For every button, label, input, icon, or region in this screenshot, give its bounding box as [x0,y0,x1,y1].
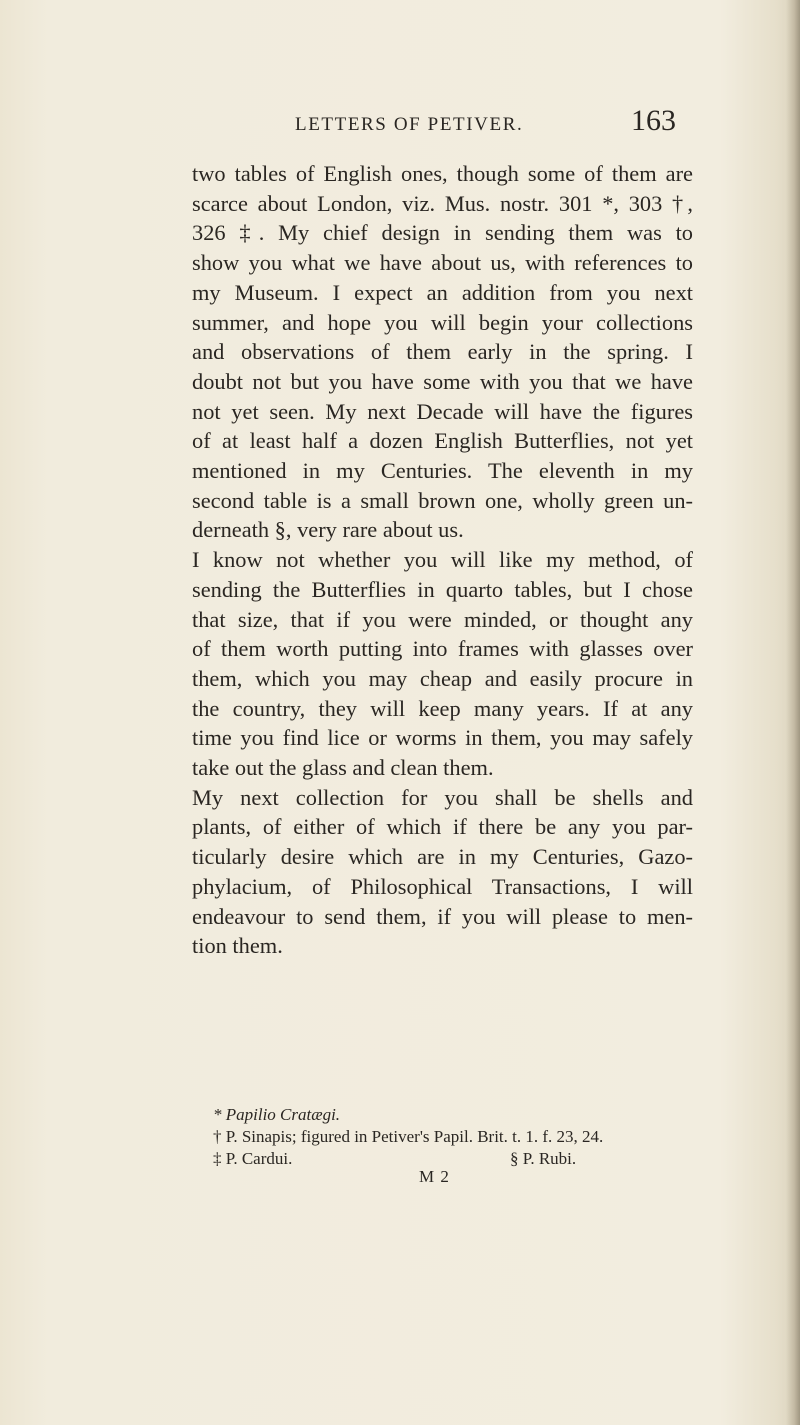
text-line: them, which you may cheap and easily procure in [192,665,693,691]
text-line: of them worth putting into frames with glasses over [192,636,693,662]
text-line: the country, they will keep many years. If at any [192,695,693,721]
text-line: second table is a small brown one, wholly green un- [192,487,693,513]
text-line: doubt not but you have some with you that we have [192,368,693,394]
text-line: that size, that if you were minded, or thought any [192,606,693,632]
signature-mark: M 2 [419,1167,450,1186]
text-line: tion them. [192,933,283,959]
text-line: ticularly desire which are in my Centuries, Gazo- [192,844,693,870]
text-line: mentioned in my Centuries. The eleventh in my [192,458,693,483]
text-line: my Museum. I expect an addition from you next [192,279,693,305]
page-edge-shadow [786,0,800,1425]
text-line: time you find lice or worms in them, you may safely [192,725,693,751]
text-line: I know not whether you will like my method, of [192,547,693,573]
footnote: § P. Rubi. [510,1149,577,1168]
text-line: and observations of them early in the spring. I [192,339,693,365]
text-line: derneath §, very rare about us. [192,517,464,543]
text-line: show you what we have about us, with references to [192,250,693,276]
text-line: not yet seen. My next Decade will have the figures [192,398,693,424]
text-line: My next collection for you shall be shells and [192,784,693,810]
page-header [0,100,800,140]
text-line: of at least half a dozen English Butterflies, not yet [192,428,693,454]
footnote: † P. Sinapis; figured in Petiver's Papil. Brit. t. 1. f. 23, 24. [213,1127,604,1146]
text-line: plants, of either of which if there be any you par- [192,814,693,840]
footnote: ‡ P. Cardui. [213,1149,293,1168]
running-title: LETTERS OF PETIVER. [295,114,524,135]
text-line: two tables of English ones, though some of them are [192,161,693,186]
footnote: * Papilio Cratægi. [213,1105,341,1124]
text-line: 326 ‡. My chief design in sending them was to [192,220,693,246]
text-line: endeavour to send them, if you will please to men- [192,903,693,929]
text-line: summer, and hope you will begin your collections [192,309,693,335]
page-number: 163 [631,104,676,137]
text-line: sending the Butterflies in quarto tables, but I chose [192,576,693,602]
text-line: take out the glass and clean them. [192,755,494,780]
text-line: phylacium, of Philosophical Transactions, I will [192,873,693,899]
text-line: scarce about London, viz. Mus. nostr. 301 *, 303 †, [192,190,693,216]
